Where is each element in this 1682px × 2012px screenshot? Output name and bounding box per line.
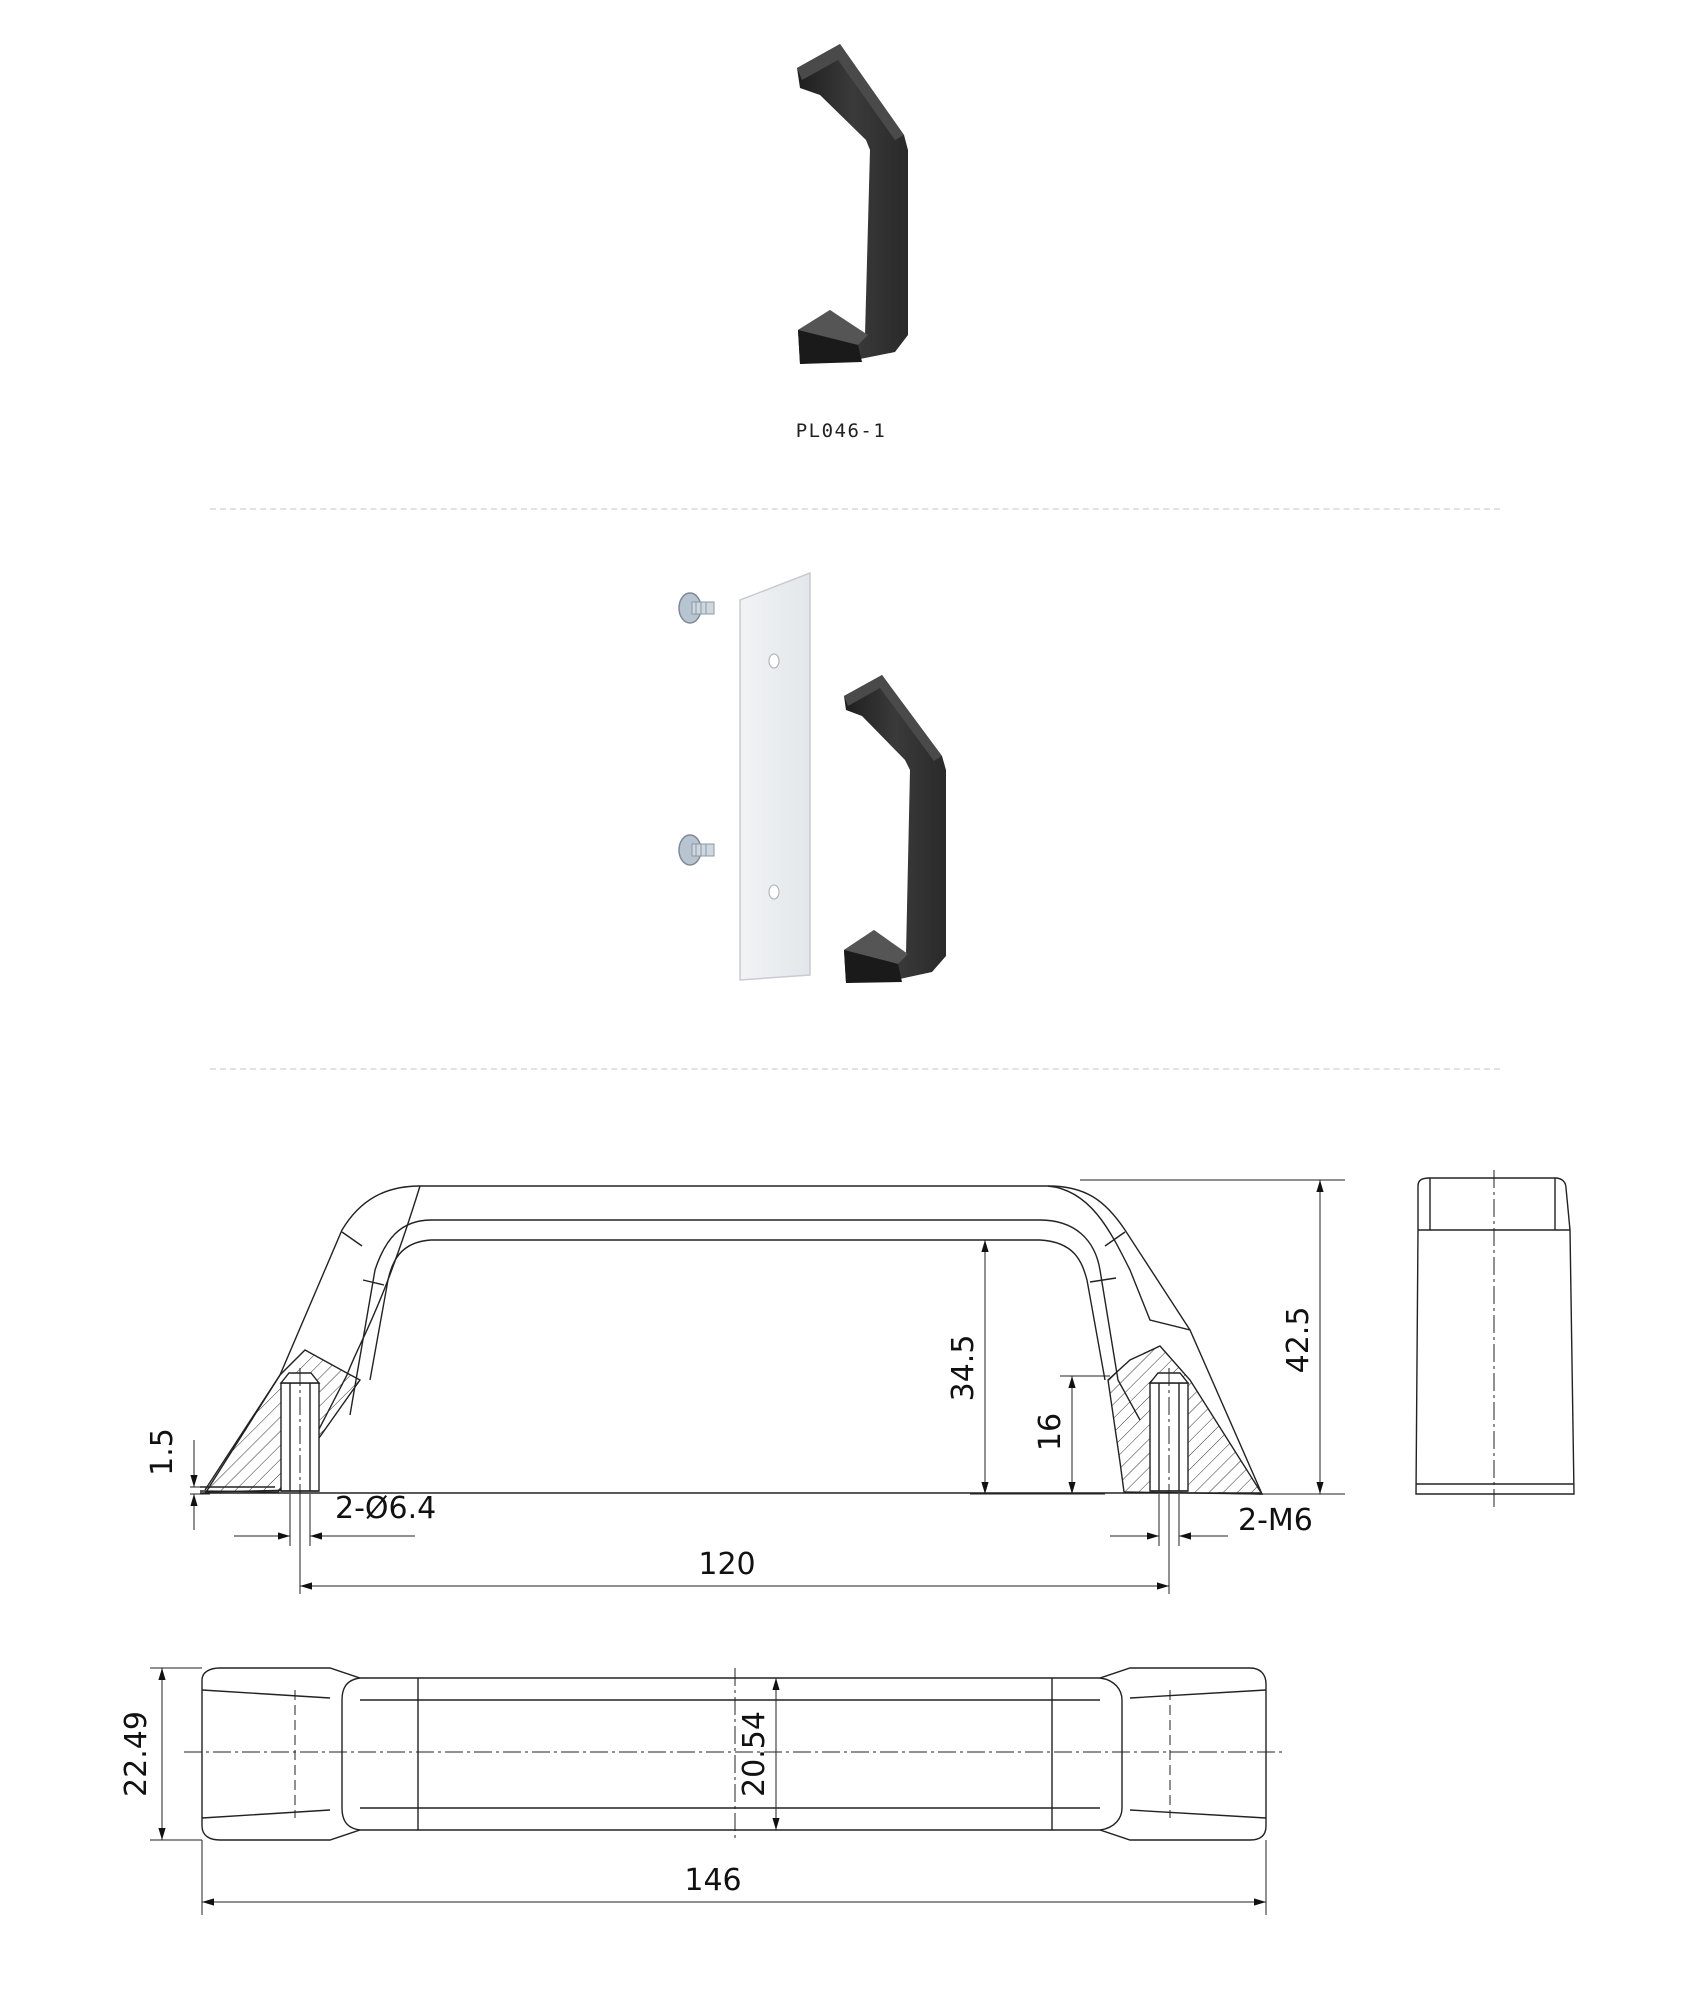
product-photo-section — [0, 0, 1682, 480]
dim-total-height: 42.5 — [1281, 1306, 1316, 1374]
dim-outer-width: 22.49 — [119, 1711, 154, 1797]
side-view — [1416, 1170, 1574, 1510]
top-view — [184, 1668, 1282, 1840]
technical-drawing-section — [0, 1080, 1682, 2012]
dim-mount-hole-left: 2-Ø6.4 — [335, 1491, 437, 1526]
section-divider-1 — [210, 508, 1500, 510]
technical-drawing — [0, 1080, 1682, 2012]
section-divider-2 — [210, 1068, 1500, 1070]
screw-bottom — [679, 835, 714, 865]
dim-grip-width: 20.54 — [737, 1711, 772, 1797]
dim-boss-height: 16 — [1033, 1412, 1068, 1452]
dim-base-thickness: 1.5 — [145, 1428, 180, 1476]
assembly-image — [0, 540, 1682, 1060]
handle-3d-image — [0, 0, 1682, 400]
dim-inner-height: 34.5 — [946, 1334, 981, 1402]
dim-overall-length: 146 — [684, 1863, 742, 1898]
assembly-section — [0, 540, 1682, 1060]
front-view — [200, 1186, 1262, 1494]
dim-hole-spacing: 120 — [698, 1547, 756, 1582]
mounting-plate — [740, 573, 810, 980]
dim-mount-thread-right: 2-M6 — [1238, 1503, 1313, 1538]
product-code-label: PL046-1 — [795, 420, 887, 442]
screw-top — [679, 593, 714, 623]
handle-in-assembly — [844, 675, 946, 983]
